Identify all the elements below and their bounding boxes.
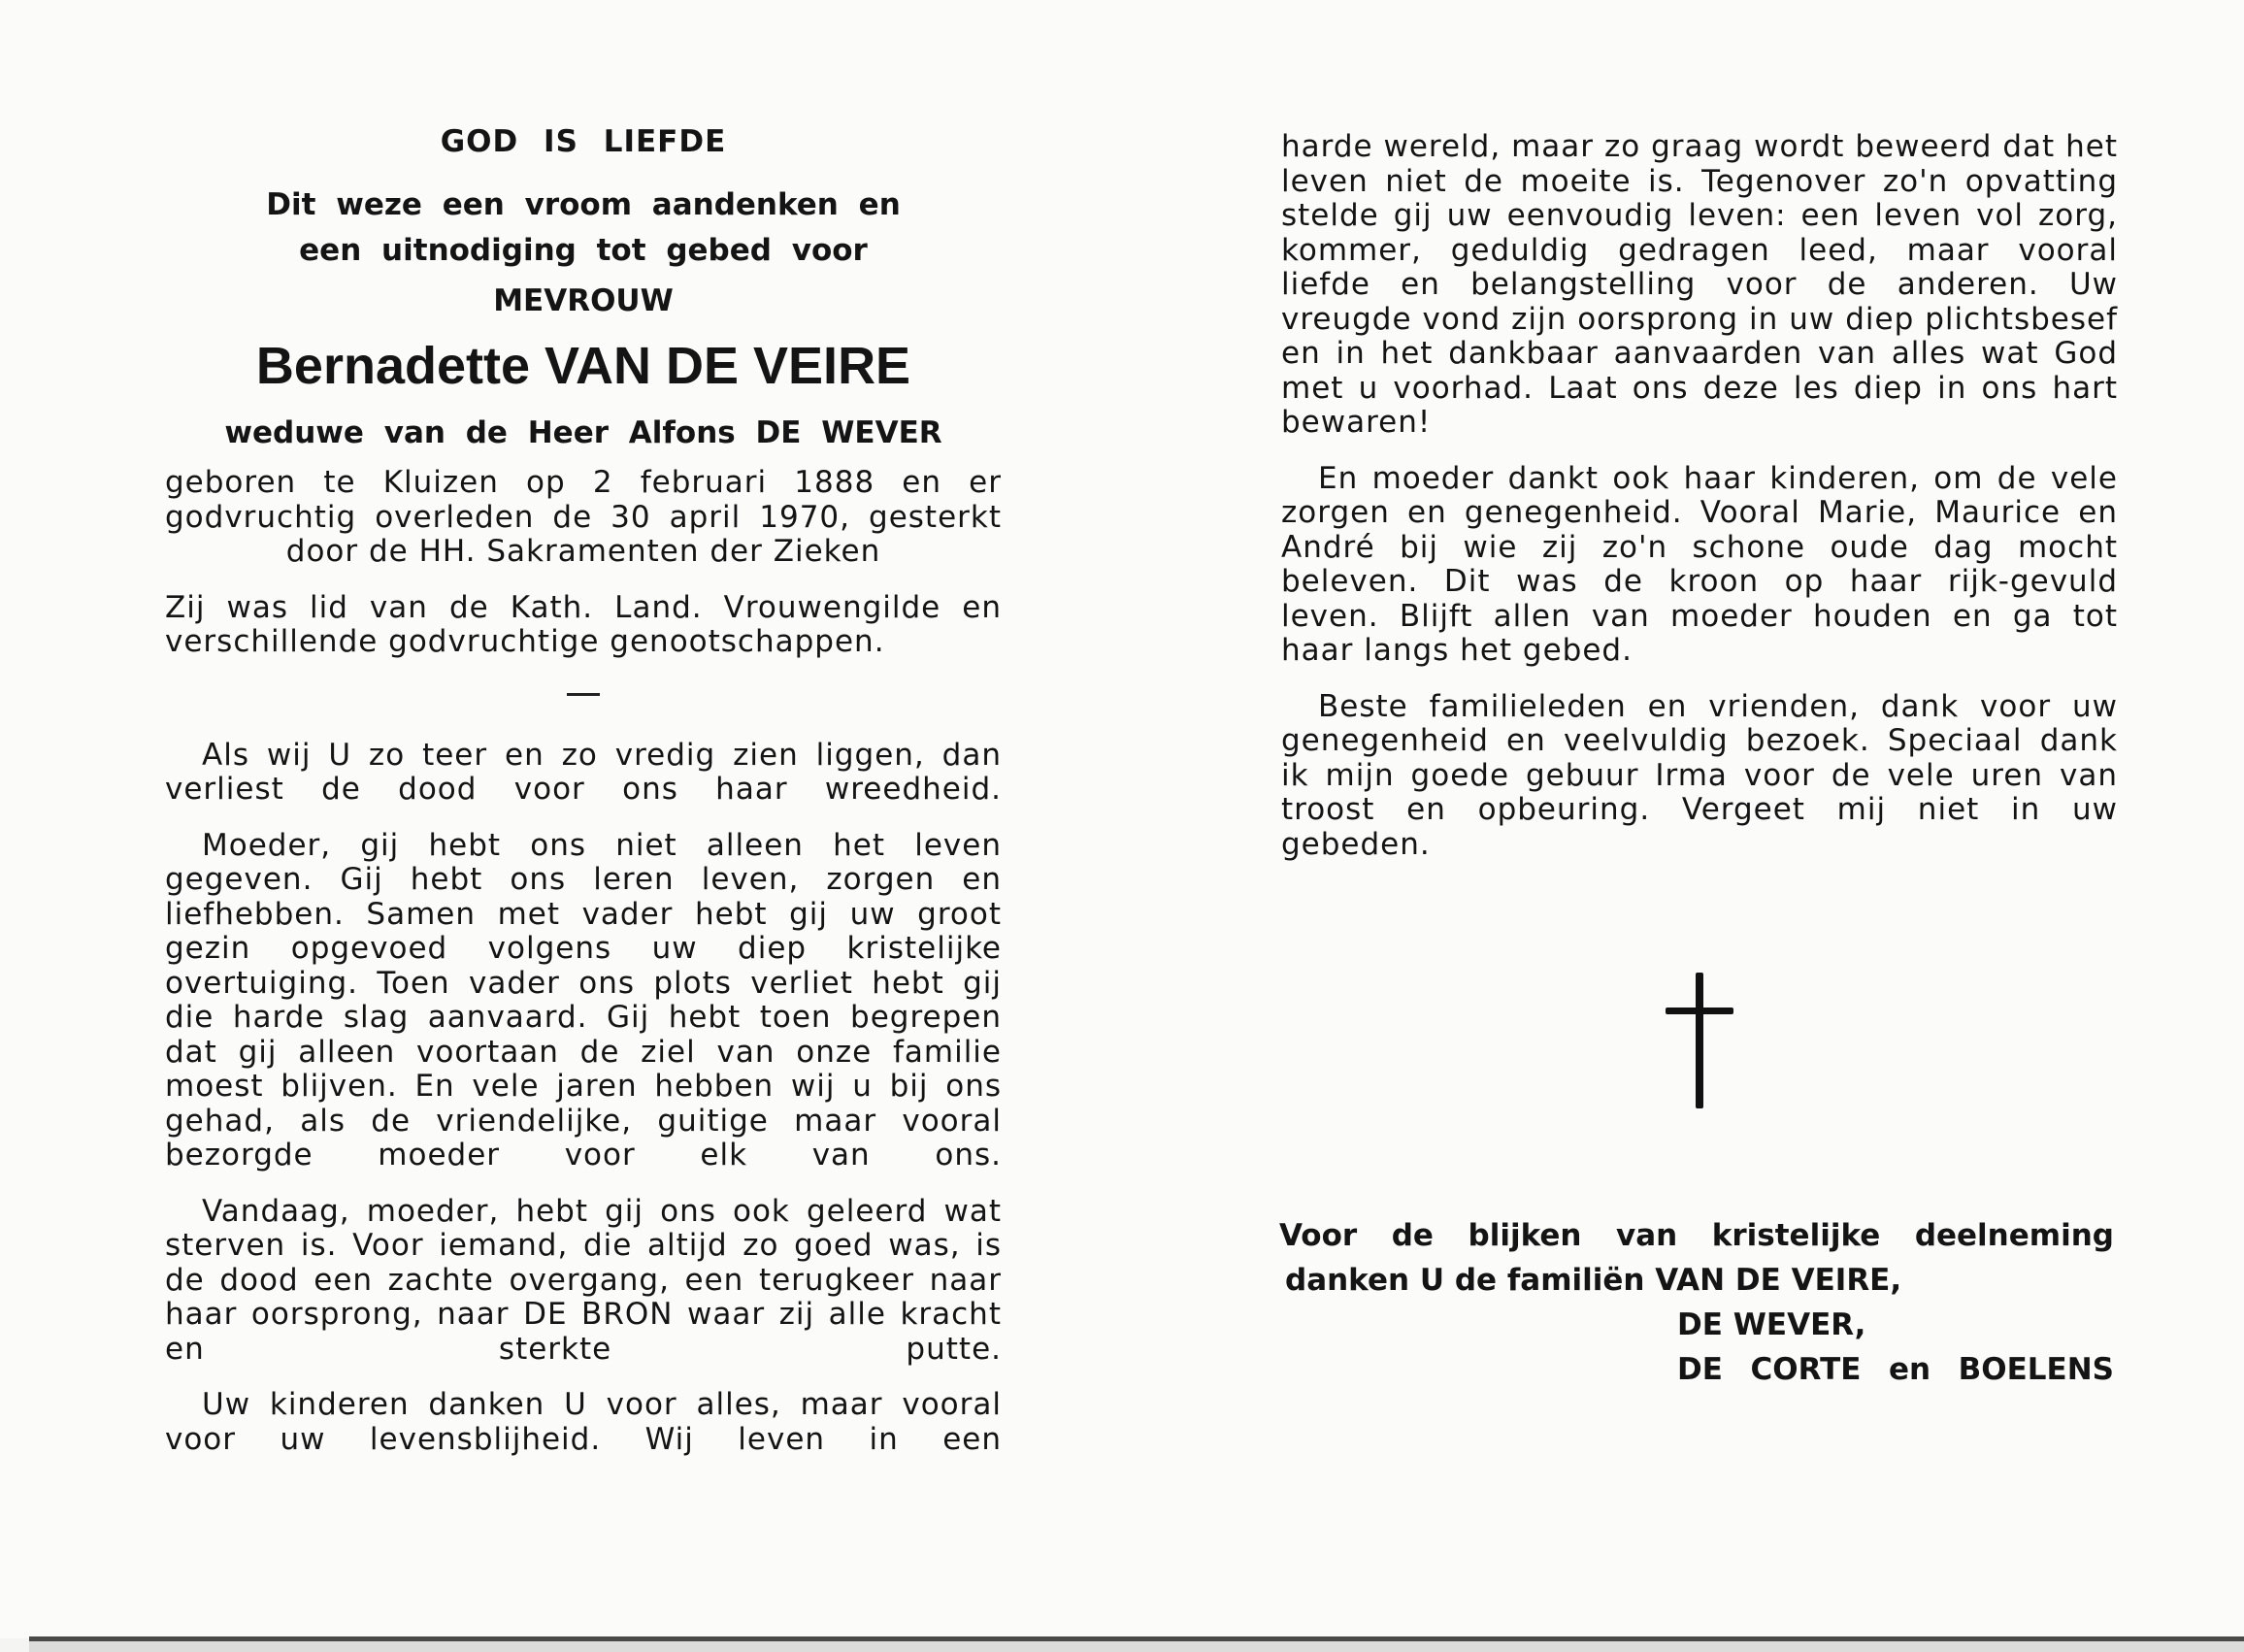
thanks-word: kristelijke: [1711, 1218, 1881, 1253]
intro-line-2: een uitnodiging tot gebed voor: [299, 233, 868, 268]
paragraph-6: En moeder dankt ook haar kinderen, om de vele zorgen en genegenheid. Vooral Marie, Maurice en André bij wie zij zo'n schone oude dag mocht beleven. Dit was de kroon op haar rijk-gevuld leven. Blijft allen van moeder houden en ga tot haar langs het gebed.: [1281, 460, 2118, 668]
left-page: [165, 124, 1002, 1478]
thanks-word: deelneming: [1914, 1218, 2114, 1253]
acknowledgement: [1279, 1213, 2114, 1392]
heading: GOD IS LIEFDE: [440, 124, 727, 159]
birth-death-text: geboren te Kluizen op 2 februari 1888 en er godvruchtig overleden de 30 april 1970, gesterkt door de HH. Sakramenten der Zieken: [165, 465, 1002, 569]
title: MEVROUW: [493, 283, 674, 318]
thanks-line-1: [1279, 1213, 2114, 1258]
paragraph-2: Moeder, gij hebt ons niet alleen het leven gegeven. Gij hebt ons leren leven, zorgen en liefhebben. Samen met vader hebt gij uw groot gezin opgevoed volgens uw diep kristelijke overtuiging. Toen vader ons plots verliet hebt gij die harde slag aanvaard. Gij hebt toen begrepen dat gij alleen voortaan de ziel van onze familie moest blijven. En vele jaren hebben wij u bij ons gehad, als de vriendelijke, guitige maar vooral bezorgde moeder voor elk van ons.: [165, 827, 1002, 1173]
thanks-word: van: [1616, 1218, 1678, 1253]
cross-icon: [1666, 973, 1733, 1108]
paragraph-3: Vandaag, moeder, hebt gij ons ook geleerd wat sterven is. Voor iemand, die altijd zo goed was, is de dood een zachte overgang, een terugkeer naar haar oorsprong, naar DE BRON waar zij alle kracht en sterkte putte.: [165, 1193, 1002, 1367]
intro-line-1: Dit weze een vroom aandenken en: [266, 187, 901, 222]
paragraph-1: Als wij U zo teer en zo vredig zien liggen, dan verliest de dood voor ons haar wreedheid.: [165, 737, 1002, 807]
deceased-name: Bernadette VAN DE VEIRE: [255, 337, 911, 395]
thanks-word: blijken: [1468, 1218, 1582, 1253]
right-page: [1281, 130, 2118, 883]
paragraph-7: Beste familieleden en vrienden, dank voor uw genegenheid en veelvuldig bezoek. Speciaal dank ik mijn goede gebuur Irma voor de vele uren van troost en opbeuring. Vergeet mij niet in uw gebeden.: [1281, 688, 2118, 862]
separator-dash: [567, 693, 600, 696]
family-word: CORTE: [1750, 1352, 1862, 1387]
family-word: DE: [1677, 1352, 1723, 1387]
thanks-line-3: DE WEVER,: [1677, 1307, 1866, 1342]
paragraph-5: harde wereld, maar zo graag wordt beweerd dat het leven niet de moeite is. Tegenover zo'n opvatting stelde gij uw eenvoudig leven: een leven vol zorg, kommer, geduldig gedragen leed, maar vooral liefde en belangstelling voor de anderen. Uw vreugde vond zijn oorsprong in uw diep plichtsbesef en in het dankbaar aanvaarden van alles wat God met u voorhad. Laat ons deze les diep in ons hart bewaren!: [1281, 129, 2118, 440]
thanks-line-4: [1279, 1347, 2114, 1392]
thanks-line-2: danken U de familiën VAN DE VEIRE,: [1285, 1263, 1902, 1298]
family-word: BOELENS: [1958, 1352, 2114, 1387]
family-word: en: [1888, 1352, 1931, 1387]
membership-text: Zij was lid van de Kath. Land. Vrouwengilde en verschillende godvruchtige genootschappen.: [165, 589, 1002, 659]
card-shadow: [29, 1641, 2244, 1652]
thanks-word: Voor: [1279, 1218, 1358, 1253]
widow-of: weduwe van de Heer Alfons DE WEVER: [224, 415, 942, 450]
thanks-word: de: [1391, 1218, 1434, 1253]
paragraph-4: Uw kinderen danken U voor alles, maar vooral voor uw levensblijheid. Wij leven in een: [165, 1387, 1002, 1457]
